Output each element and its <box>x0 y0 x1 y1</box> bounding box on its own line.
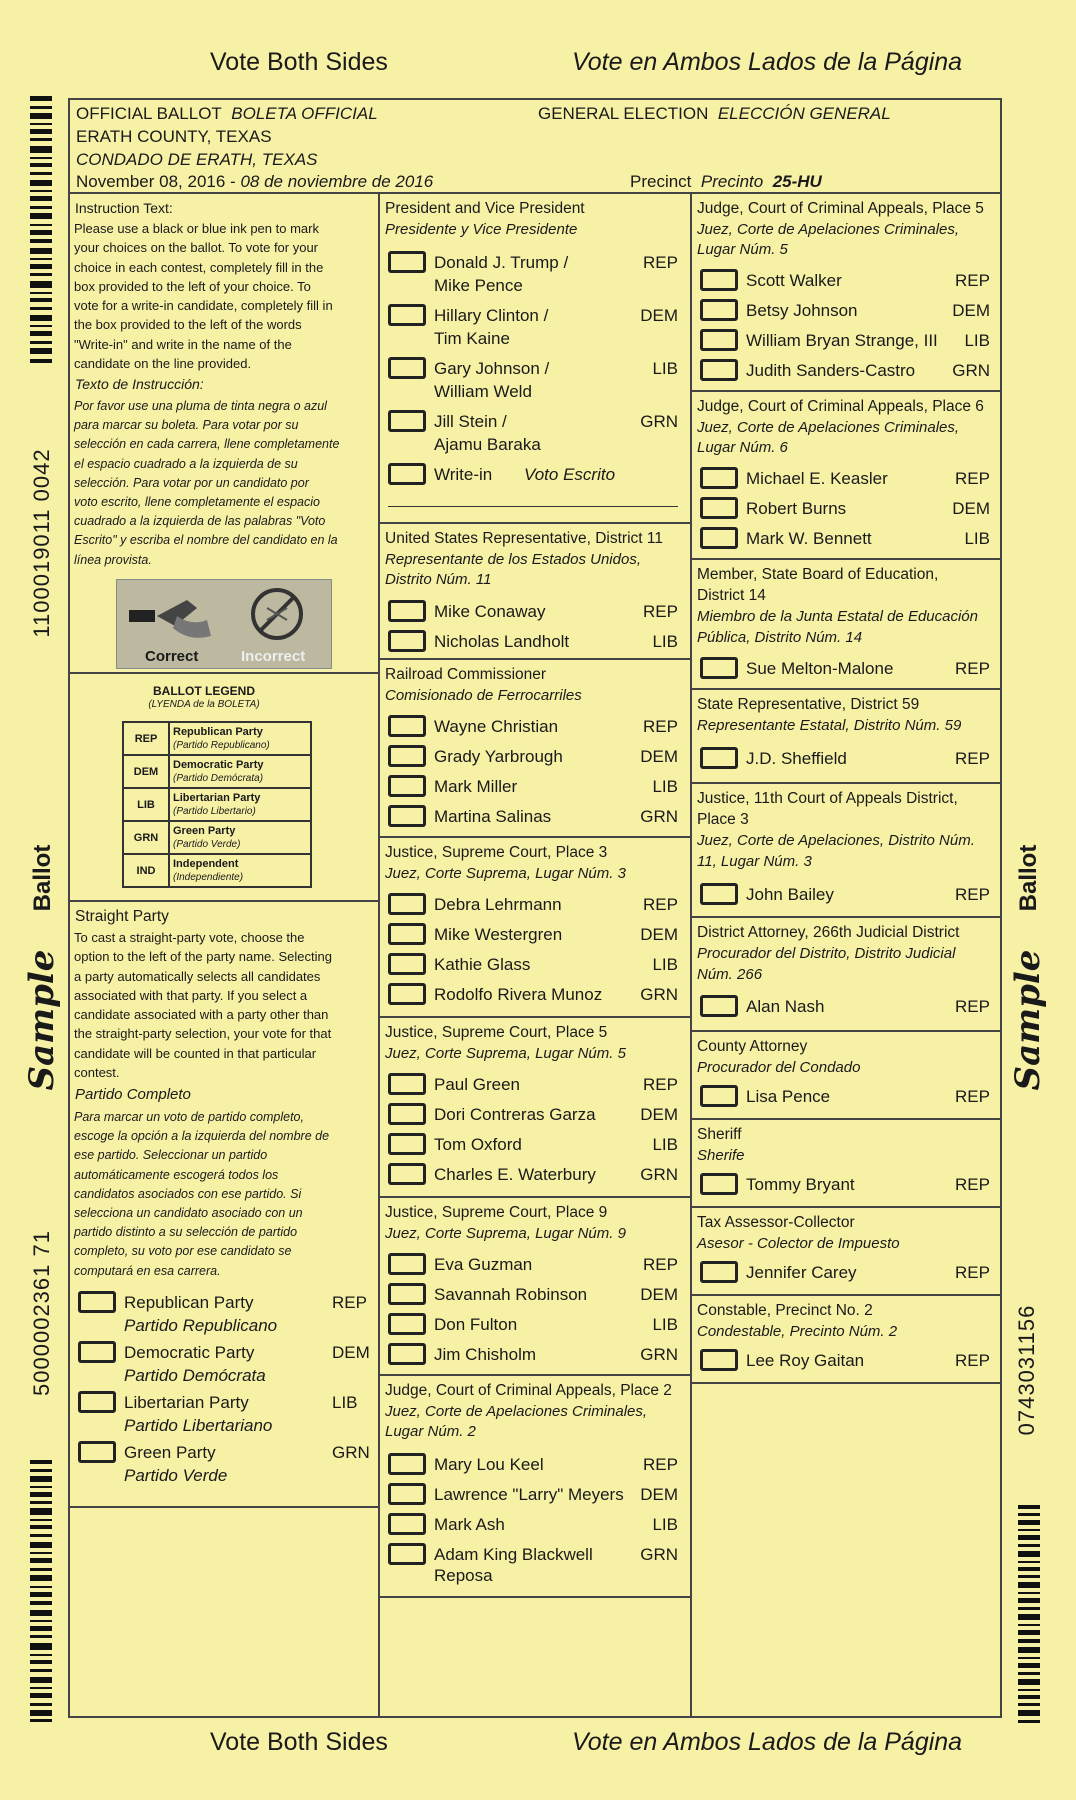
barcode-icon-top-left <box>30 96 52 366</box>
contest-title: Justice, 11th Court of Appeals District, <box>697 790 958 807</box>
candidate-option: Mary Lou Keel REP <box>388 1452 678 1476</box>
contest-title-es: 11, Lugar Núm. 3 <box>697 853 812 870</box>
candidate-option: Rodolfo Rivera Munoz GRN <box>388 982 678 1006</box>
contest-sheriff <box>692 1120 1000 1208</box>
contest-supreme-court-3 <box>380 838 690 1018</box>
vote-box[interactable] <box>700 329 738 351</box>
contest-title-es: Juez, Corte Suprema, Lugar Núm. 3 <box>385 865 626 882</box>
vote-box[interactable] <box>388 1483 426 1505</box>
column-2 <box>380 194 692 1716</box>
candidate-option: Charles E. Waterbury GRN <box>388 1162 678 1186</box>
vote-box[interactable] <box>388 463 426 485</box>
vote-box[interactable] <box>388 983 426 1005</box>
straight-party-title-es: Partido Completo <box>75 1086 191 1103</box>
contest-tax-assessor <box>692 1208 1000 1296</box>
legend-title-es: (LYENDA de la BOLETA) <box>148 699 260 710</box>
contest-title: Judge, Court of Criminal Appeals, Place 2 <box>385 1382 672 1399</box>
contest-title-es: Representante de los Estados Unidos, <box>385 551 641 568</box>
straight-party-section <box>70 902 378 1508</box>
contest-title-es: Juez, Corte Suprema, Lugar Núm. 5 <box>385 1045 626 1062</box>
candidate-option: Gary Johnson / William Weld LIB <box>388 356 678 380</box>
instructions-text-es: Por favor use una pluma de tinta negra o azul para marcar su boleta. Para votar por su selección en cada carrera, llene completamente el espacio cuadrado a la izquierda de su selección. Para votar por un candidato por voto escrito, llene completamente el espacio cuadrado a la izquierda de las palabras "Voto Escrito" y escriba el nombre del candidato en la línea provista. <box>74 399 340 567</box>
straight-party-option: Libertarian Party Partido Libertariano LIB <box>78 1390 368 1436</box>
contest-title: Place 3 <box>697 811 749 828</box>
contest-title: Member, State Board of Education, <box>697 566 939 583</box>
candidate-option: Tom Oxford LIB <box>388 1132 678 1156</box>
instructions-section <box>70 194 378 674</box>
contest-criminal-appeals-2 <box>380 1376 690 1598</box>
instructions-title-es: Texto de Instrucción: <box>75 376 204 392</box>
contest-president <box>380 194 690 524</box>
vote-box[interactable] <box>700 269 738 291</box>
candidate-option: Martina Salinas GRN <box>388 804 678 828</box>
vote-box[interactable] <box>388 600 426 622</box>
vote-box[interactable] <box>388 715 426 737</box>
candidate-option: Grady Yarbrough DEM <box>388 744 678 768</box>
left-serial-bottom: 5000002361 71 <box>29 1230 54 1396</box>
mark-example <box>116 579 332 669</box>
vote-both-sides-es-top: Vote en Ambos Lados de la Página <box>572 48 963 76</box>
candidate-option: Mike Conaway REP <box>388 599 678 623</box>
candidate-option: Judith Sanders-Castro GRN <box>700 358 990 382</box>
vote-box[interactable] <box>388 630 426 652</box>
election-title: GENERAL ELECTION ELECCIÓN GENERAL <box>538 104 891 123</box>
vote-box[interactable] <box>700 527 738 549</box>
contest-title-es: Representante Estatal, Distrito Núm. 59 <box>697 717 962 734</box>
instructions-text: Please use a black or blue ink pen to mark your choices on the ballot. To vote for your choice in each contest, completely fill in the box provided to the left of your choice. To vote for a write-in candidate, completely fill in the box provided to the left of the words "Write-in" and write in the name of the candidate on the line provided. <box>74 221 333 372</box>
straight-party-option: Republican Party Partido Republicano REP <box>78 1290 368 1336</box>
vote-both-sides-es-bottom: Vote en Ambos Lados de la Página <box>572 1728 963 1756</box>
contest-constable <box>692 1296 1000 1384</box>
vote-box[interactable] <box>700 299 738 321</box>
right-ballot-label: Ballot <box>1015 844 1042 912</box>
candidate-option: William Bryan Strange, III LIB <box>700 328 990 352</box>
vote-box[interactable] <box>700 1173 738 1195</box>
candidate-option: Sue Melton-Malone REP <box>700 656 990 680</box>
contest-title: Constable, Precinct No. 2 <box>697 1302 873 1319</box>
vote-box[interactable] <box>388 304 426 326</box>
candidate-option: Jim Chisholm GRN <box>388 1342 678 1366</box>
candidate-option: Lisa Pence REP <box>700 1084 990 1108</box>
candidate-option: Kathie Glass LIB <box>388 952 678 976</box>
vote-box[interactable] <box>388 410 426 432</box>
vote-box[interactable] <box>388 1253 426 1275</box>
straight-party-option: Green Party Partido Verde GRN <box>78 1440 368 1486</box>
candidate-option: Alan Nash REP <box>700 994 990 1018</box>
contest-title: Judge, Court of Criminal Appeals, Place 6 <box>697 398 984 415</box>
top-header <box>0 48 1076 88</box>
vote-box[interactable] <box>700 497 738 519</box>
candidate-option: Jill Stein / Ajamu Baraka GRN <box>388 409 678 433</box>
vote-box[interactable] <box>700 1261 738 1283</box>
straight-party-text: To cast a straight-party vote, choose the option to the left of the party name. Selecting a party automatically selects all candidates associated with that party. If you select a candidate associated with a party other than the straight-party selection, your vote for that candidate will be counted in that particular contest. <box>74 930 332 1081</box>
contest-title: District 14 <box>697 587 766 604</box>
contest-title-es: Condestable, Precinto Núm. 2 <box>697 1323 898 1340</box>
contest-title-es: Juez, Corte de Apelaciones, Distrito Núm. <box>697 832 975 849</box>
contest-title: State Representative, District 59 <box>697 696 920 713</box>
candidate-option: Debra Lehrmann REP <box>388 892 678 916</box>
vote-box[interactable] <box>700 467 738 489</box>
contest-title-es: Lugar Núm. 2 <box>385 1423 476 1440</box>
candidate-option: Betsy Johnson DEM <box>700 298 990 322</box>
correct-mark-icon <box>127 586 213 644</box>
candidate-option: Dori Contreras Garza DEM <box>388 1102 678 1126</box>
vote-box[interactable] <box>700 883 738 905</box>
vote-box[interactable] <box>388 1133 426 1155</box>
contest-state-board-education <box>692 560 1000 690</box>
column-1 <box>70 194 380 1716</box>
contest-title-es: Juez, Corte de Apelaciones Criminales, <box>697 221 960 238</box>
vote-box[interactable] <box>700 995 738 1017</box>
candidate-option: Scott Walker REP <box>700 268 990 292</box>
contest-state-representative <box>692 690 1000 784</box>
legend-section <box>70 674 378 902</box>
county-name-es: CONDADO DE ERATH, TEXAS <box>76 150 318 169</box>
contest-title-es: Lugar Núm. 6 <box>697 439 788 456</box>
contest-title: Justice, Supreme Court, Place 5 <box>385 1024 608 1041</box>
contest-railroad-commissioner <box>380 660 690 838</box>
contest-supreme-court-9 <box>380 1198 690 1376</box>
contest-title-es: Distrito Núm. 11 <box>385 571 492 588</box>
contest-title-es: Juez, Corte Suprema, Lugar Núm. 9 <box>385 1225 626 1242</box>
candidate-option: Nicholas Landholt LIB <box>388 629 678 653</box>
left-sample-label: Sample <box>22 949 62 1091</box>
legend-title: BALLOT LEGEND <box>153 684 255 698</box>
county-name: ERATH COUNTY, TEXAS <box>76 127 272 146</box>
vote-box[interactable] <box>388 923 426 945</box>
barcode-icon-bottom-left <box>30 1460 52 1722</box>
instructions-title: Instruction Text: <box>75 200 173 216</box>
write-in-line[interactable] <box>388 506 678 507</box>
contest-title: United States Representative, District 11 <box>385 530 663 547</box>
contest-title-es: Juez, Corte de Apelaciones Criminales, <box>385 1403 648 1420</box>
candidate-option: Tommy Bryant REP <box>700 1172 990 1196</box>
vote-box[interactable] <box>388 745 426 767</box>
contest-title-es: Comisionado de Ferrocarriles <box>385 687 582 704</box>
write-in-option: Write-in Voto Escrito <box>388 462 678 486</box>
contest-title-es: Lugar Núm. 5 <box>697 241 788 258</box>
vote-box[interactable] <box>700 747 738 769</box>
contest-title-es: Juez, Corte de Apelaciones Criminales, <box>697 419 960 436</box>
barcode-icon-bottom-right <box>1018 1505 1040 1723</box>
vote-box[interactable] <box>388 1313 426 1335</box>
contest-title-es: Núm. 266 <box>697 966 763 983</box>
vote-box[interactable] <box>388 1543 426 1565</box>
candidate-option: John Bailey REP <box>700 882 990 906</box>
contest-county-attorney <box>692 1032 1000 1120</box>
column-3 <box>692 194 1000 1716</box>
legend-row: REP Republican Party (Partido Republicano) <box>123 722 311 755</box>
contest-title-es: Presidente y Vice Presidente <box>385 221 578 238</box>
vote-box[interactable] <box>78 1341 116 1363</box>
ballot-header <box>70 100 1000 194</box>
legend-row: GRN Green Party (Partido Verde) <box>123 821 311 854</box>
vote-box[interactable] <box>388 805 426 827</box>
candidate-option: Mark Miller LIB <box>388 774 678 798</box>
vote-box[interactable] <box>78 1291 116 1313</box>
contest-11th-court-of-appeals <box>692 784 1000 918</box>
candidate-option: Paul Green REP <box>388 1072 678 1096</box>
ballot-frame <box>68 98 1002 1718</box>
contest-title: President and Vice President <box>385 200 585 217</box>
vote-both-sides-top: Vote Both Sides <box>210 48 388 76</box>
right-serial: 0743031156 <box>1014 1304 1039 1436</box>
straight-party-option: Democratic Party Partido Demócrata DEM <box>78 1340 368 1386</box>
candidate-option: Mark Ash LIB <box>388 1512 678 1536</box>
candidate-option: Mark W. Bennett LIB <box>700 526 990 550</box>
candidate-option: Don Fulton LIB <box>388 1312 678 1336</box>
legend-row: DEM Democratic Party (Partido Demócrata) <box>123 755 311 788</box>
vote-box[interactable] <box>388 953 426 975</box>
vote-box[interactable] <box>388 1343 426 1365</box>
vote-box[interactable] <box>388 775 426 797</box>
candidate-option: Lee Roy Gaitan REP <box>700 1348 990 1372</box>
vote-box[interactable] <box>78 1441 116 1463</box>
straight-party-title: Straight Party <box>75 908 169 925</box>
straight-party-text-es: Para marcar un voto de partido completo, escoge la opción a la izquierda del nombre de ese partido. Seleccionar un partido automáticamente escogerá todos los candidatos asociados con ese partido. Si selecciona un candidato asociado con un partido distinto a su selección de partido completo, su voto por ese candidato se computará en esa carrera. <box>74 1110 330 1278</box>
vote-box[interactable] <box>78 1391 116 1413</box>
contest-title-es: Asesor - Colector de Impuesto <box>697 1235 900 1252</box>
vote-box[interactable] <box>700 1349 738 1371</box>
candidate-option: Donald J. Trump / Mike Pence REP <box>388 250 678 274</box>
contest-title-es: Procurador del Condado <box>697 1059 861 1076</box>
contest-district-attorney <box>692 918 1000 1032</box>
vote-box[interactable] <box>388 1103 426 1125</box>
left-ballot-label: Ballot <box>29 844 56 912</box>
correct-label: Correct <box>145 648 199 665</box>
contest-title: Railroad Commissioner <box>385 666 547 683</box>
vote-box[interactable] <box>388 251 426 273</box>
contest-criminal-appeals-5 <box>692 194 1000 392</box>
vote-box[interactable] <box>700 359 738 381</box>
legend-row: LIB Libertarian Party (Partido Libertario) <box>123 788 311 821</box>
official-ballot-title: OFFICIAL BALLOT BOLETA OFFICIAL <box>76 104 378 123</box>
contest-title: Justice, Supreme Court, Place 3 <box>385 844 608 861</box>
candidate-option: Mike Westergren DEM <box>388 922 678 946</box>
bottom-footer <box>0 1728 1076 1768</box>
contest-title: Justice, Supreme Court, Place 9 <box>385 1204 608 1221</box>
vote-box[interactable] <box>388 357 426 379</box>
vote-box[interactable] <box>388 1283 426 1305</box>
vote-box[interactable] <box>388 1513 426 1535</box>
candidate-option: Adam King Blackwell Reposa GRN <box>388 1542 678 1566</box>
contest-title: Tax Assessor-Collector <box>697 1214 855 1231</box>
vote-box[interactable] <box>388 893 426 915</box>
contest-title: District Attorney, 266th Judicial District <box>697 924 960 941</box>
candidate-option: Hillary Clinton / Tim Kaine DEM <box>388 303 678 327</box>
contest-title: Sheriff <box>697 1126 742 1143</box>
contest-title-es: Miembro de la Junta Estatal de Educación <box>697 608 978 625</box>
vote-box[interactable] <box>388 1163 426 1185</box>
election-date: November 08, 2016 - 08 de noviembre de 2016 <box>76 172 434 191</box>
candidate-option: Jennifer Carey REP <box>700 1260 990 1284</box>
contest-supreme-court-5 <box>380 1018 690 1198</box>
candidate-option: Michael E. Keasler REP <box>700 466 990 490</box>
candidate-option: Lawrence "Larry" Meyers DEM <box>388 1482 678 1506</box>
vote-box[interactable] <box>388 1453 426 1475</box>
vote-box[interactable] <box>388 1073 426 1095</box>
legend-table <box>122 721 312 888</box>
contest-criminal-appeals-6 <box>692 392 1000 560</box>
vote-box[interactable] <box>700 657 738 679</box>
incorrect-mark-icon <box>247 584 307 644</box>
candidate-option: J.D. Sheffield REP <box>700 746 990 770</box>
candidate-option: Eva Guzman REP <box>388 1252 678 1276</box>
vote-both-sides-bottom: Vote Both Sides <box>210 1728 388 1756</box>
candidate-option: Savannah Robinson DEM <box>388 1282 678 1306</box>
contest-us-representative <box>380 524 690 660</box>
legend-row: IND Independent (Independiente) <box>123 854 311 887</box>
contest-title: Judge, Court of Criminal Appeals, Place 5 <box>697 200 984 217</box>
precinct: Precinct Precinto 25-HU <box>630 172 822 191</box>
vote-box[interactable] <box>700 1085 738 1107</box>
contest-title-es: Procurador del Distrito, Distrito Judicial <box>697 945 956 962</box>
candidate-option: Robert Burns DEM <box>700 496 990 520</box>
contest-title: County Attorney <box>697 1038 808 1055</box>
contest-title-es: Sherife <box>697 1147 745 1164</box>
incorrect-label: Incorrect <box>241 648 306 665</box>
contest-title-es: Pública, Distrito Núm. 14 <box>697 629 863 646</box>
candidate-option: Wayne Christian REP <box>388 714 678 738</box>
right-sample-label: Sample <box>1008 949 1048 1091</box>
left-serial-top: 1100019011 0042 <box>29 448 54 638</box>
